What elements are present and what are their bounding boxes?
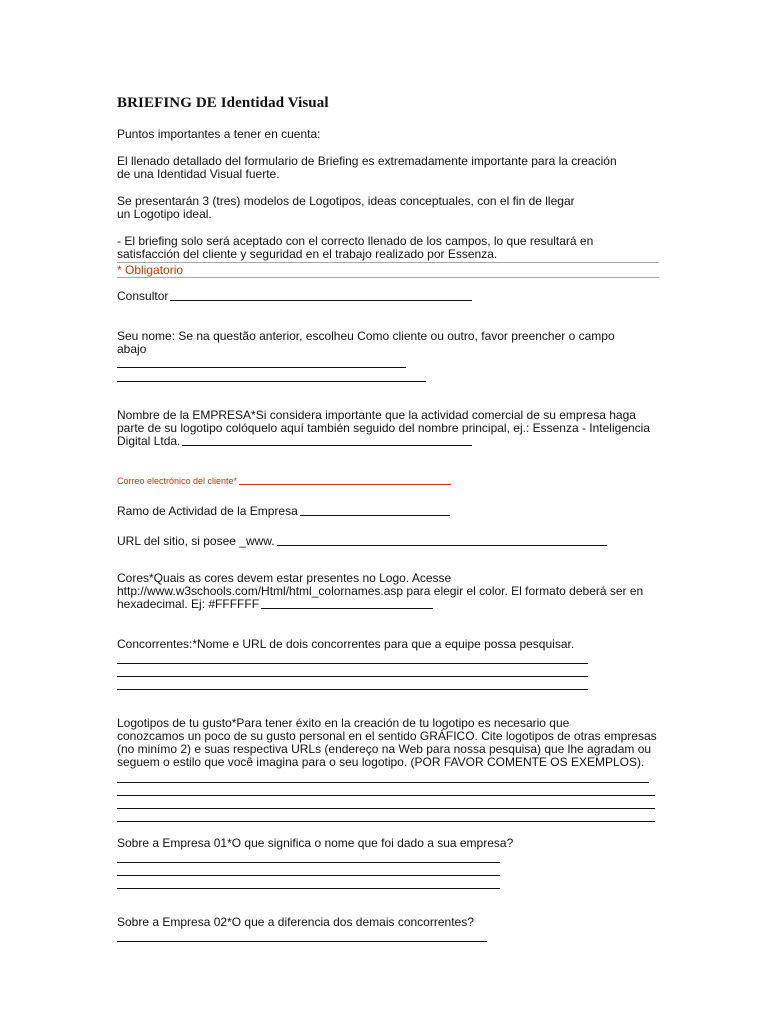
correo-field: [117, 476, 451, 486]
consultor-label: Consultor: [117, 289, 169, 303]
url-field: [117, 535, 607, 549]
logos-label-line-4: seguem o estilo que você imagina para o seu logotipo. (POR FAVOR COMENTE OS EXEMPLOS).: [117, 755, 645, 769]
logos-label-line-1: Logotipos de tu gusto*Para tener éxito en la creación de tu logotipo es necesario que: [117, 716, 570, 730]
required-note: * Obligatorio: [117, 263, 184, 277]
cores-input-line[interactable]: [261, 608, 433, 609]
empresa-label-line-3: Digital Ltda.: [117, 434, 181, 448]
intro-paragraph-2-line-1: Se presentarán 3 (tres) modelos de Logotipos, ideas conceptuales, con el fin de llegar: [117, 194, 575, 208]
seu-nome-input-line-1[interactable]: [117, 367, 406, 368]
intro-heading: Puntos importantes a tener en cuenta:: [117, 127, 321, 141]
seu-nome-label-line-2: abajo: [117, 342, 147, 356]
empresa-field: [117, 435, 472, 449]
consultor-field: [117, 290, 472, 304]
seu-nome-input-line-2[interactable]: [117, 381, 426, 382]
intro-paragraph-3-line-2: satisfacción del cliente y seguridad en el trabajo realizado por Essenza.: [117, 247, 498, 261]
ramo-input-line[interactable]: [300, 515, 450, 516]
logos-input-line-2[interactable]: [117, 795, 655, 796]
consultor-input-line[interactable]: [170, 300, 472, 301]
empresa02-input-line[interactable]: [117, 941, 487, 942]
cores-field: [117, 598, 433, 612]
ramo-label: Ramo de Actividad de la Empresa: [117, 504, 298, 518]
logos-input-line-4[interactable]: [117, 821, 655, 822]
cores-label-line-1: Cores*Quais as cores devem estar presentes no Logo. Acesse: [117, 571, 452, 585]
empresa01-input-line-2[interactable]: [117, 875, 500, 876]
logos-label-line-3: (no minímo 2) e suas respectiva URLs (endereço na Web para nossa pesquisa) que lhe agradam ou: [117, 742, 652, 756]
cores-label-line-3: hexadecimal. Ej: #FFFFFF: [117, 597, 260, 611]
concorrentes-label: Concorrentes:*Nome e URL de dois concorrentes para que a equipe possa pesquisar.: [117, 637, 575, 651]
url-input-line[interactable]: [277, 545, 607, 546]
correo-input-line[interactable]: [239, 484, 451, 485]
document-title: BRIEFING DE Identidad Visual: [117, 95, 329, 111]
seu-nome-label-line-1: Seu nome: Se na questão anterior, escolheu Como cliente ou outro, favor preencher o campo: [117, 329, 615, 343]
correo-label: Correo electrónico del cliente*: [117, 476, 238, 486]
rule-top: [117, 262, 659, 263]
intro-paragraph-2-line-2: un Logotipo ideal.: [117, 207, 212, 221]
empresa01-label: Sobre a Empresa 01*O que significa o nome que foi dado a sua empresa?: [117, 836, 514, 850]
logos-input-line-3[interactable]: [117, 808, 655, 809]
empresa-input-line[interactable]: [182, 445, 472, 446]
ramo-field: [117, 505, 450, 519]
empresa02-label: Sobre a Empresa 02*O que a diferencia dos demais concorrentes?: [117, 915, 474, 929]
empresa-label-line-1: Nombre de la EMPRESA*Si considera importante que la actividad comercial de su empresa haga: [117, 408, 636, 422]
rule-bottom: [117, 277, 659, 278]
intro-paragraph-1-line-1: El llenado detallado del formulario de Briefing es extremadamente importante para la creación: [117, 154, 617, 168]
empresa01-input-line-3[interactable]: [117, 888, 500, 889]
empresa-label-line-2: parte de su logotipo colóquelo aquí también seguido del nombre principal, ej.: Essenza - Inteligencia: [117, 421, 651, 435]
concorrentes-input-line-1[interactable]: [117, 663, 588, 664]
logos-label-line-2: conozcamos un poco de su gusto personal en el sentido GRÁFICO. Cite logotipos de otras empresas: [117, 729, 657, 743]
intro-paragraph-3-line-1: - El briefing solo será aceptado con el correcto llenado de los campos, lo que resultará en: [117, 234, 594, 248]
logos-input-line-1[interactable]: [117, 782, 649, 783]
concorrentes-input-line-2[interactable]: [117, 676, 588, 677]
concorrentes-input-line-3[interactable]: [117, 689, 588, 690]
empresa01-input-line-1[interactable]: [117, 862, 500, 863]
url-label: URL del sitio, si posee _www.: [117, 534, 275, 548]
cores-label-line-2: http://www.w3schools.com/Html/html_colornames.asp para elegir el color. El formato deberá ser en: [117, 584, 644, 598]
intro-paragraph-1-line-2: de una Identidad Visual fuerte.: [117, 167, 280, 181]
